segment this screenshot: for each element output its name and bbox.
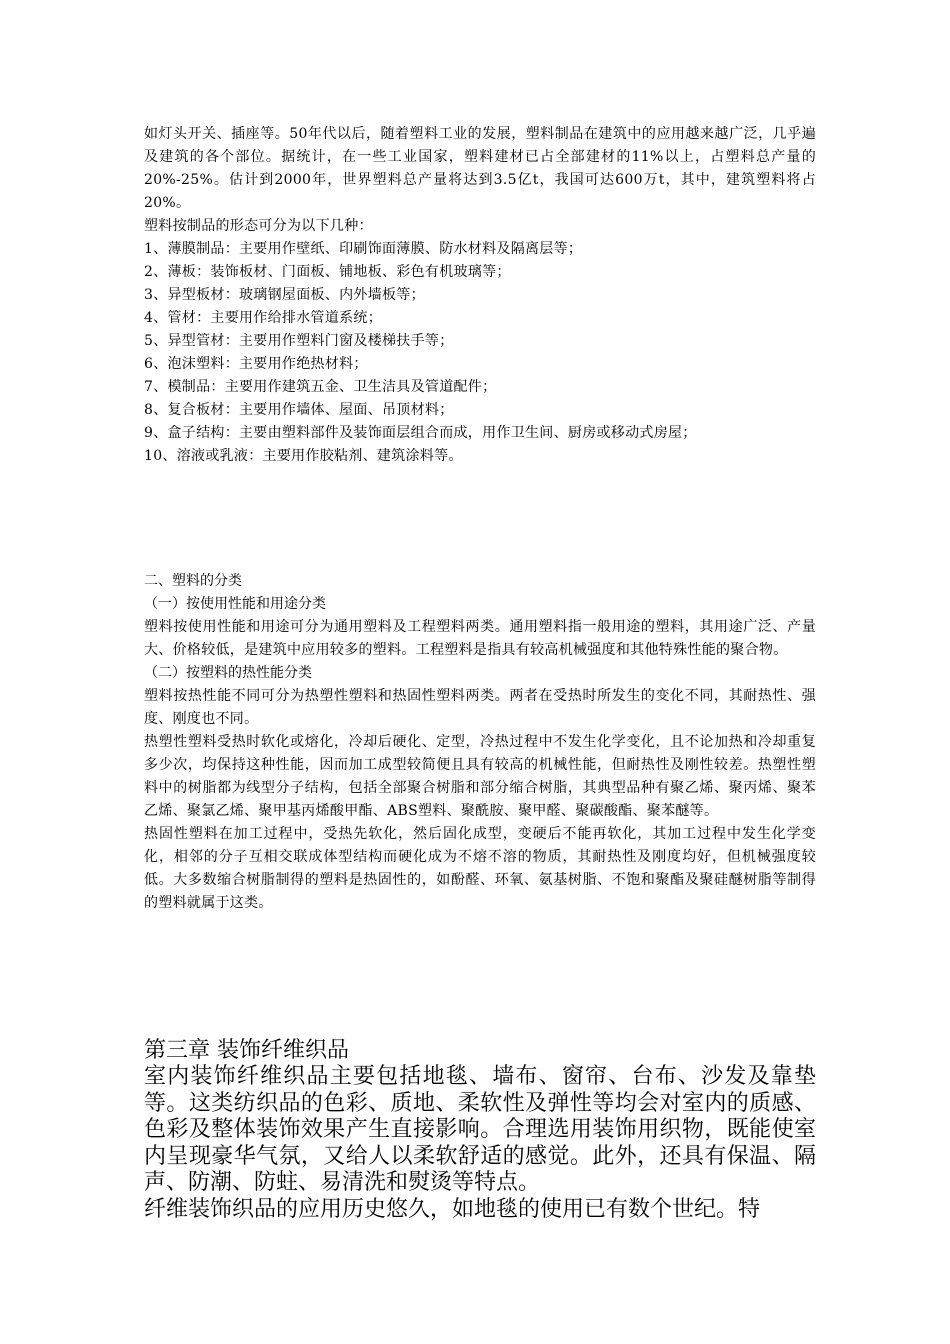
subsection-heading-usage: （一）按使用性能和用途分类 <box>144 596 326 612</box>
chapter-paragraph: 室内装饰纤维织品主要包括地毯、墙布、窗帘、台布、沙发及靠垫等。这类纺织品的色彩、质地、柔软性及弹性等均会对室内的质感、色彩及整体装饰效果产生直接影响。合理选用装饰用织物，既能使室内呈现豪华气氛，又给人以柔软舒适的感觉。此外，还具有保温、隔声、防潮、防蛀、易清洗和熨烫等特点。 <box>144 1064 816 1195</box>
list-item: 6、泡沫塑料：主要用作绝热材料； <box>144 356 368 372</box>
classification-section <box>144 570 816 915</box>
thermoset-paragraph: 热固性塑料在加工过程中，受热先软化，然后固化成型，变硬后不能再软化，其加工过程中发生化学变化，相邻的分子互相交联成体型结构而硬化成为不熔不溶的物质，其耐热性及刚度均好，但机械强度较低。大多数缩合树脂制得的塑料是热固性的，如酚醛、环氧、氨基树脂、不饱和聚酯及聚硅醚树脂等制得的塑料就属于这类。 <box>144 826 816 911</box>
chapter-paragraph: 纤维装饰织品的应用历史悠久，如地毯的使用已有数个世纪。特 <box>144 1196 761 1222</box>
intro-section <box>144 123 816 468</box>
list-item: 5、异型管材：主要用作塑料门窗及楼梯扶手等； <box>144 333 454 349</box>
list-item: 10、溶液或乳液：主要用作胶粘剂、建筑涂料等。 <box>144 448 463 464</box>
forms-lead-paragraph: 塑料按制品的形态可分为以下几种： <box>144 218 373 234</box>
chapter-title: 第三章 装饰纤维织品 <box>144 1038 349 1063</box>
list-item: 3、异型板材：玻璃钢屋面板、内外墙板等； <box>144 287 425 303</box>
list-item: 4、管材：主要用作给排水管道系统； <box>144 310 383 326</box>
list-item: 1、薄膜制品：主要用作壁纸、印刷饰面薄膜、防水材料及隔离层等； <box>144 241 583 257</box>
section-heading: 二、塑料的分类 <box>144 573 242 589</box>
list-item: 2、薄板：装饰板材、门面板、铺地板、彩色有机玻璃等； <box>144 264 511 280</box>
usage-paragraph: 塑料按使用性能和用途可分为通用塑料及工程塑料两类。通用塑料指一般用途的塑料，其用途广泛、产量大、价格较低，是建筑中应用较多的塑料。工程塑料是指具有较高机械强度和其他特殊性能的聚合物。 <box>144 619 816 658</box>
list-item: 8、复合板材：主要用作墙体、屋面、吊顶材料； <box>144 402 454 418</box>
thermal-paragraph: 塑料按热性能不同可分为热塑性塑料和热固性塑料两类。两者在受热时所发生的变化不同，其耐热性、强度、刚度也不同。 <box>144 688 816 727</box>
chapter3-section <box>144 1037 816 1223</box>
list-item: 9、盒子结构：主要由塑料部件及装饰面层组合而成，用作卫生间、厨房或移动式房屋； <box>144 425 697 441</box>
subsection-heading-thermal: （二）按塑料的热性能分类 <box>144 665 312 681</box>
thermoplastic-paragraph: 热塑性塑料受热时软化或熔化，冷却后硬化、定型，冷热过程中不发生化学变化，且不论加热和冷却重复多少次，均保持这种性能，因而加工成型较简便且具有较高的机械性能，但耐热性及刚性较差。热塑性塑料中的树脂都为线型分子结构，包括全部聚合树脂和部分缩合树脂，其典型品种有聚乙烯、聚丙烯、聚苯乙烯、聚氯乙烯、聚甲基丙烯酸甲酯、ABS塑料、聚酰胺、聚甲醛、聚碳酸酯、聚苯醚等。 <box>144 734 816 819</box>
intro-paragraph: 如灯头开关、插座等。50年代以后，随着塑料工业的发展，塑料制品在建筑中的应用越来越广泛，几乎遍及建筑的各个部位。据统计，在一些工业国家，塑料建材已占全部建材的11%以上，占塑料总产量的20%-25%。估计到2000年，世界塑料总产量将达到3.5亿t，我国可达600万t，其中，建筑塑料将占20%。 <box>144 126 816 211</box>
list-item: 7、模制品：主要用作建筑五金、卫生洁具及管道配件； <box>144 379 497 395</box>
